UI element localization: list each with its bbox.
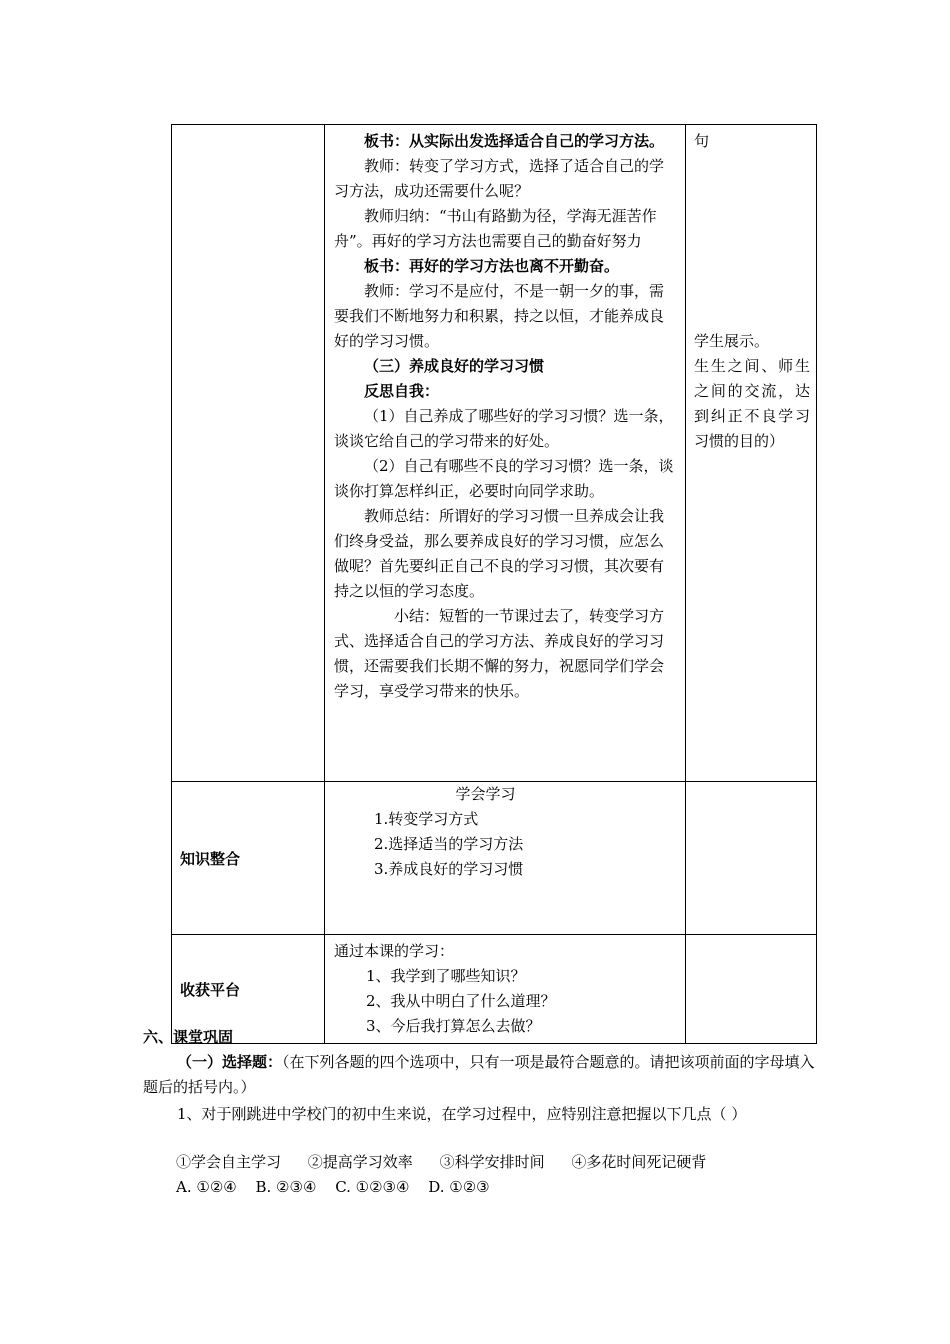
label-gains: 收获平台 (172, 935, 325, 1044)
option-4: ④多花时间死记硬背 (571, 1153, 707, 1171)
section-title: 六、课堂巩固 (143, 1028, 234, 1046)
question-type-label: （一）选择题： (177, 1053, 283, 1071)
question-instructions (143, 1050, 823, 1100)
teacher-persistence: 教师：学习不是应付，不是一朝一夕的事，需要我们不断地努力和积累，持之以恒，才能养成良好的学习习惯。 (334, 282, 665, 350)
gains-intro: 通过本课的学习： (334, 942, 455, 960)
answer-a: A. ①②④ (176, 1178, 237, 1196)
label-knowledge: 知识整合 (172, 782, 325, 935)
answer-c: C. ①②③④ (335, 1178, 410, 1196)
table-row-teaching (172, 125, 817, 782)
summary-item-3: 3.养成良好的学习习惯 (374, 860, 524, 878)
option-3: ③科学安排时间 (439, 1153, 545, 1171)
lesson-summary: 小结：短暂的一节课过去了，转变学习方式、选择适合自己的学习方法、养成良好的学习习惯，还需要我们长期不懈的努力，祝愿同学们学会学习，享受学习带来的快乐。 (334, 607, 665, 700)
student-show: 学生展示。 (694, 332, 770, 350)
summary-item-2: 2.选择适当的学习方法 (374, 835, 524, 853)
cell-empty-label (172, 125, 325, 782)
subheading-reflect: 反思自我： (364, 382, 440, 400)
board-note-method: 板书：从实际出发选择适合自己的学习方法。 (364, 132, 665, 150)
cell-teaching-content (325, 125, 686, 782)
question-1-stem: 1、对于刚跳进中学校门的初中生来说，在学习过程中，应特别注意把握以下几点（ ） (177, 1105, 747, 1123)
reflect-item-2: （2）自己有哪些不良的学习习惯？选一条，谈谈你打算怎样纠正，必要时向同学求助。 (334, 457, 674, 500)
lesson-plan-table (171, 124, 817, 1044)
question-1-options (176, 1150, 856, 1175)
answer-d: D. ①②③ (428, 1178, 490, 1196)
answer-b: B. ②③④ (255, 1178, 317, 1196)
reflect-item-1: （1）自己养成了哪些好的学习习惯？选一条，谈谈它给自己的学习带来的好处。 (334, 407, 674, 450)
cell-knowledge-empty (686, 782, 817, 935)
subheading-habits: （三）养成良好的学习习惯 (364, 357, 545, 375)
option-2: ②提高学习效率 (307, 1153, 413, 1171)
board-note-diligence: 板书：再好的学习方法也离不开勤奋。 (364, 257, 620, 275)
question-1-answers (176, 1175, 856, 1200)
student-exchange: 生生之间、师生之间的交流，达到纠正不良学习习惯的目的） (694, 357, 810, 450)
right-fragment: 句 (694, 132, 710, 150)
teacher-conclusion: 教师总结：所谓好的学习习惯一旦养成会让我们终身受益，那么要养成良好的学习习惯，应怎么做呢？首先要纠正自己不良的学习习惯，其次要有持之以恒的学习态度。 (334, 507, 665, 600)
gains-item-2: 2、我从中明白了什么道理？ (366, 992, 556, 1010)
cell-student-activity (686, 125, 817, 782)
summary-item-1: 1.转变学习方式 (374, 810, 479, 828)
cell-knowledge-content (325, 782, 686, 935)
option-1: ①学会自主学习 (176, 1153, 282, 1171)
question-type-desc: （在下列各题的四个选项中，只有一项是最符合题意的。请把该项前面的字母填入题后的括号内。） (143, 1053, 815, 1096)
gains-item-1: 1、我学到了哪些知识？ (366, 967, 526, 985)
summary-title: 学会学习 (455, 785, 516, 803)
teacher-summary-proverb: 教师归纳：“书山有路勤为径，学海无涯苦作舟”。再好的学习方法也需要自己的勤奋好努力 (334, 207, 657, 250)
gains-item-3: 3、今后我打算怎么去做？ (366, 1017, 541, 1035)
teacher-question: 教师：转变了学习方式，选择了适合自己的学习方法，成功还需要什么呢？ (334, 157, 665, 200)
table-row-knowledge (172, 782, 817, 935)
